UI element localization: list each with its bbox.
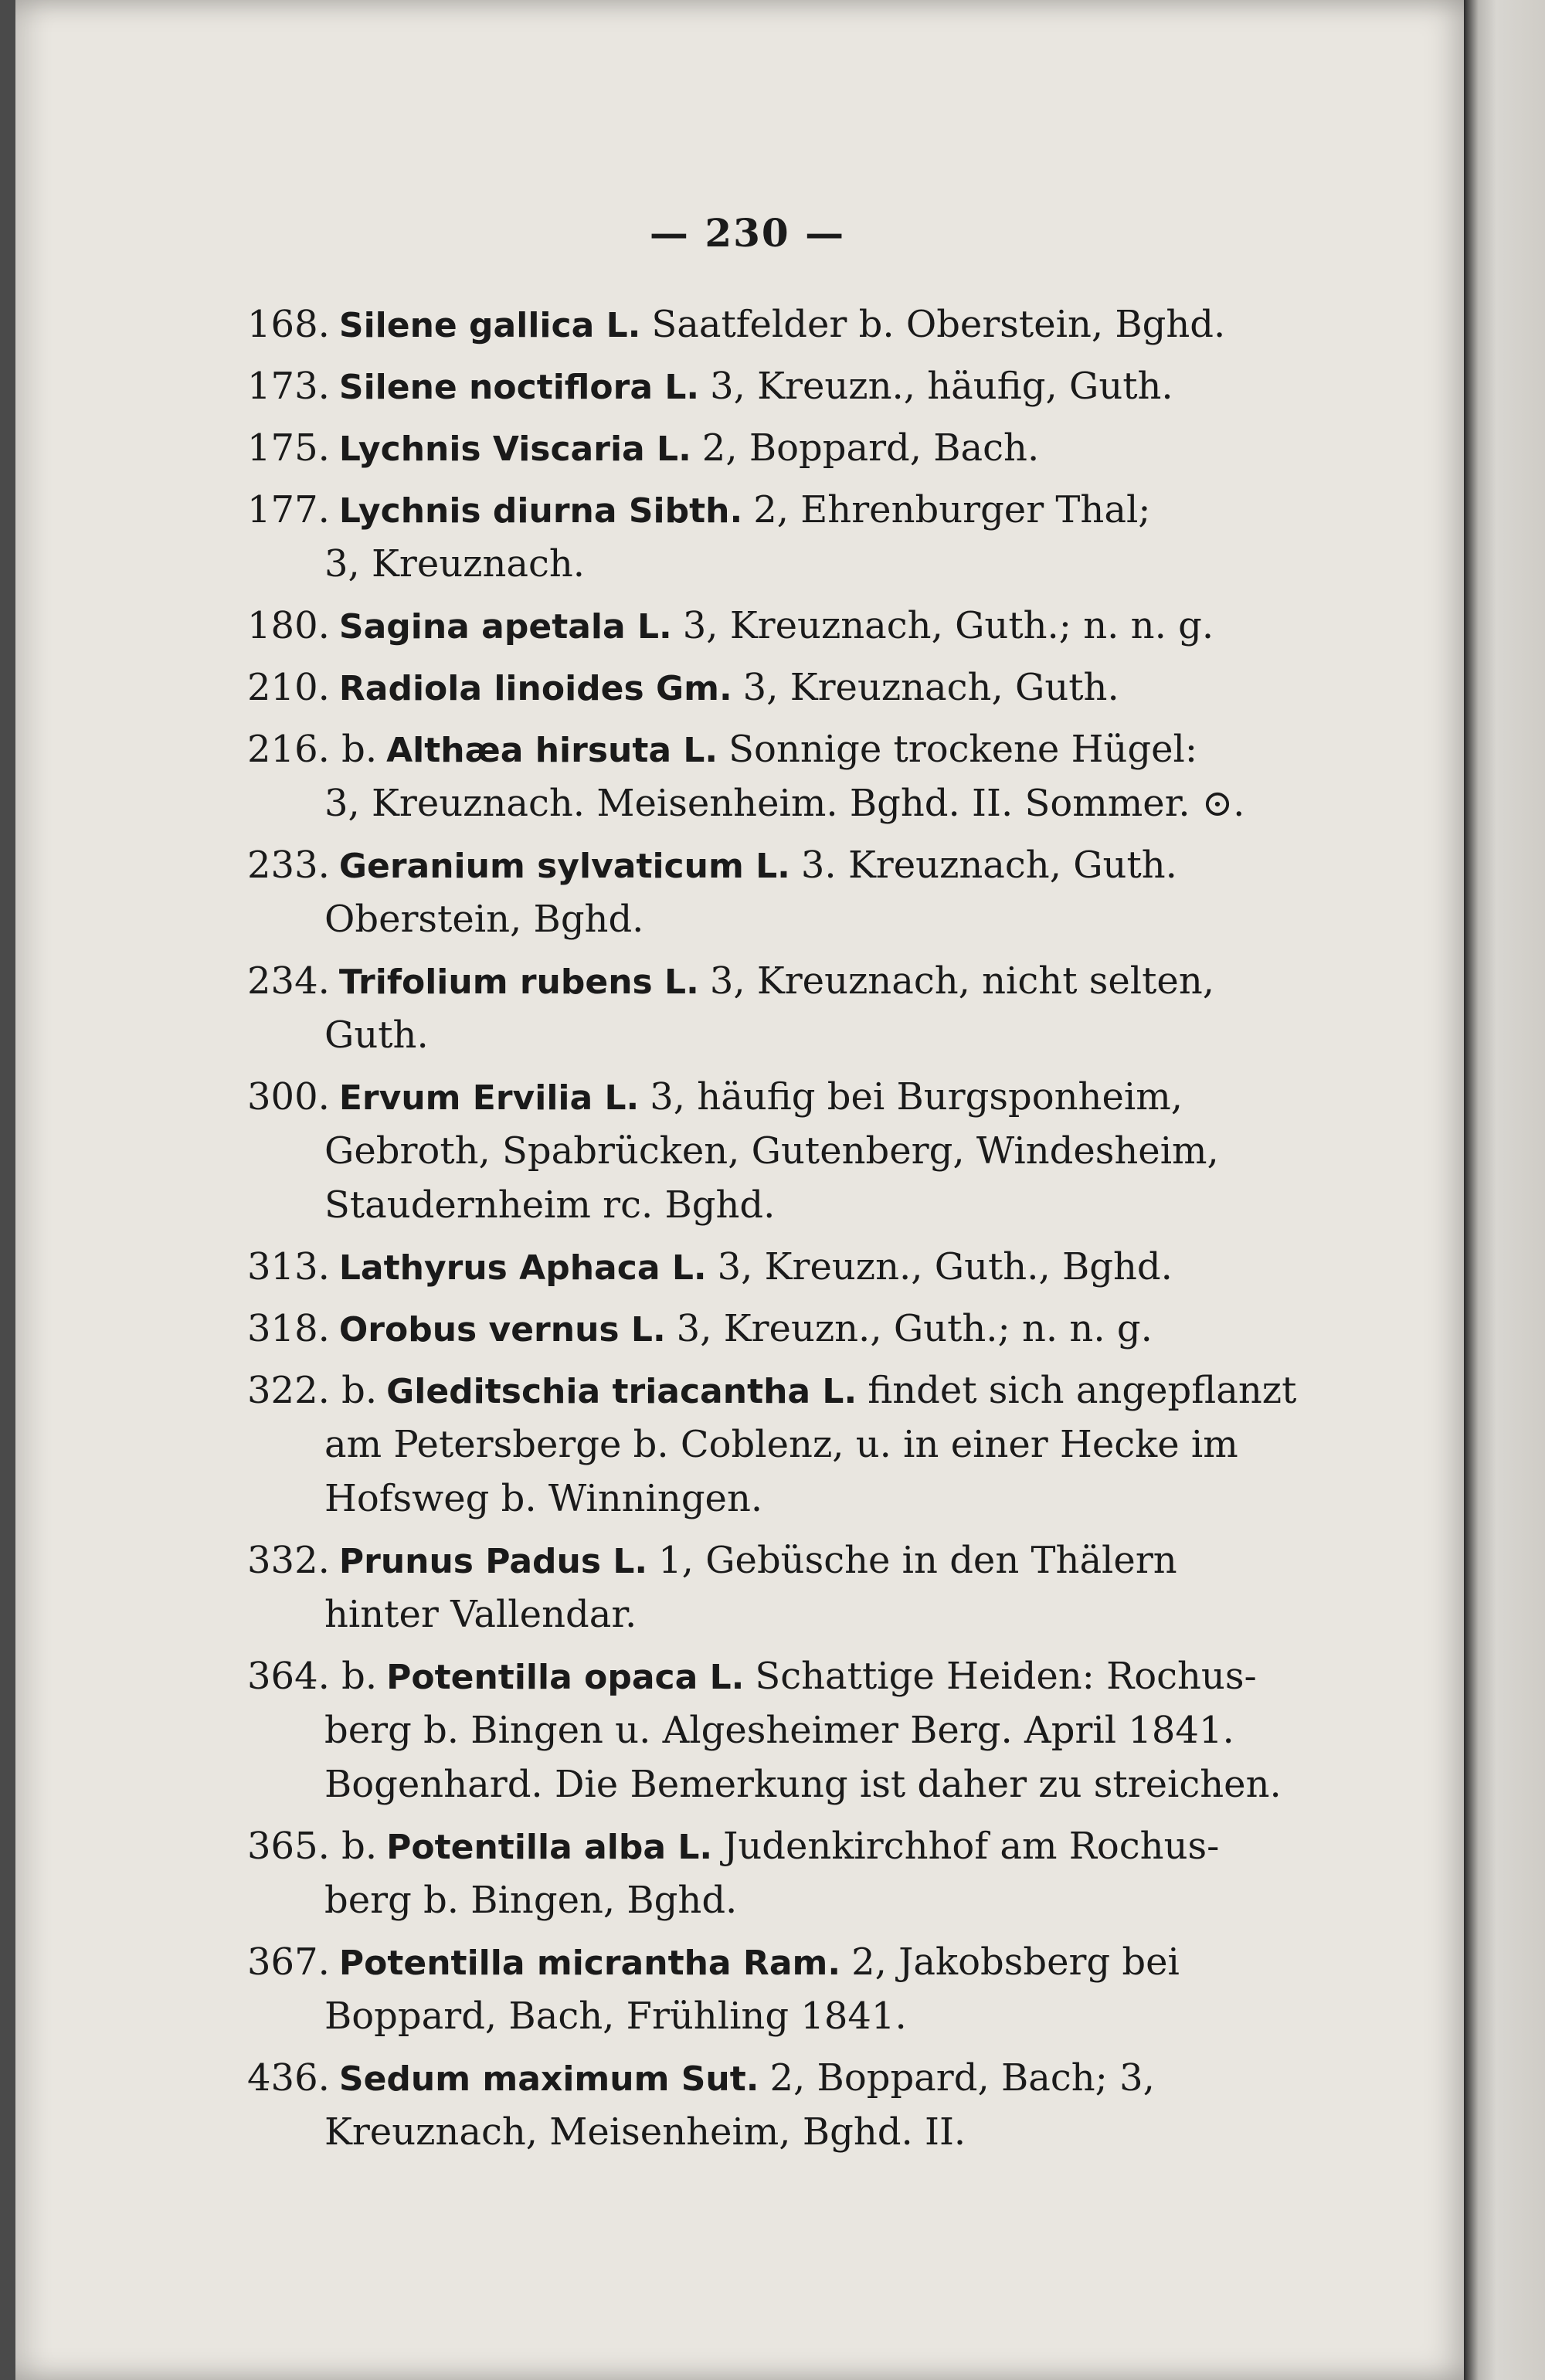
entry-continuation-line: hinter Vallendar. [324, 1593, 637, 1636]
entry-description: Sonnige trockene Hügel: [728, 728, 1198, 771]
species-name: Potentilla alba L. [386, 1828, 713, 1867]
entry-description: 3, häufig bei Burgsponheim, [650, 1075, 1183, 1119]
entry [247, 1240, 1340, 1294]
entry-description: Schattige Heiden: Rochus- [755, 1655, 1257, 1698]
entry-first-line [247, 1819, 1340, 1873]
entry [247, 1533, 1340, 1642]
entry-number: 313. [247, 1245, 330, 1288]
entry-number: 233. [247, 844, 330, 887]
entry-number: 436. [247, 2056, 330, 2100]
entry [247, 1935, 1340, 2043]
entry-number: 173. [247, 365, 330, 408]
entry [247, 1070, 1340, 1232]
species-name: Silene noctiflora L. [338, 368, 700, 407]
species-name: Potentilla micrantha Ram. [338, 1944, 841, 1983]
entry [247, 1363, 1340, 1526]
entry-description: findet sich angepflanzt [868, 1369, 1297, 1412]
entry-continuation-line: am Petersberge b. Coblenz, u. in einer Hecke im [324, 1423, 1238, 1466]
entry-description: Judenkirchhof am Rochus- [723, 1825, 1220, 1868]
entry [247, 660, 1340, 715]
entry-first-line [247, 954, 1340, 1008]
entry-continuation-line: Gebroth, Spabrücken, Gutenberg, Windesheim, [324, 1129, 1219, 1173]
entry-continuation-line: Kreuznach, Meisenheim, Bghd. II. [324, 2110, 966, 2154]
species-name: Gleditschia triacantha L. [386, 1372, 857, 1411]
species-name: Radiola linoides Gm. [338, 669, 732, 708]
entry-number: 216. b. [247, 728, 378, 771]
species-name: Potentilla opaca L. [386, 1658, 745, 1697]
entry-description: 3, Kreuzn., häufig, Guth. [710, 365, 1173, 408]
entry-description: 3, Kreuznach, Guth.; n. n. g. [682, 604, 1214, 647]
entry-continuation-line: Bogenhard. Die Bemerkung ist daher zu streichen. [324, 1763, 1282, 1806]
entry-first-line [247, 297, 1340, 351]
entry-description: 3. Kreuznach, Guth. [800, 844, 1177, 887]
entry-description: 3, Kreuzn., Guth.; n. n. g. [676, 1307, 1153, 1350]
entry-continuation-line: Boppard, Bach, Frühling 1841. [324, 1995, 907, 2038]
book-page [15, 0, 1479, 2380]
entry-description: 2, Boppard, Bach. [701, 426, 1040, 470]
entry-continuation-line: 3, Kreuznach. [324, 542, 586, 586]
entry-continuation-line: Guth. [324, 1013, 429, 1057]
entry-first-line [247, 1935, 1340, 1989]
species-name: Lychnis Viscaria L. [338, 429, 691, 469]
entry-description: 1, Gebüsche in den Thälern [658, 1539, 1177, 1582]
entry-first-line [247, 660, 1340, 715]
species-name: Sedum maximum Sut. [338, 2059, 759, 2099]
entry-number: 367. [247, 1940, 330, 1984]
species-name: Althæa hirsuta L. [386, 731, 718, 770]
entry-first-line [247, 1649, 1340, 1703]
entry-number: 210. [247, 666, 330, 709]
entry-description: 3, Kreuzn., Guth., Bghd. [717, 1245, 1173, 1288]
species-name: Ervum Ervilia L. [338, 1078, 640, 1118]
book-gutter [1464, 0, 1545, 2380]
entry-number: 318. [247, 1307, 330, 1350]
entry-first-line [247, 1240, 1340, 1294]
entry-continuation-line: Hofsweg b. Winningen. [324, 1477, 763, 1520]
entry-description: 2, Boppard, Bach; 3, [769, 2056, 1155, 2100]
entry-number: 177. [247, 488, 330, 531]
species-name: Prunus Padus L. [338, 1542, 648, 1581]
entry [247, 722, 1340, 830]
entry-first-line [247, 2051, 1340, 2105]
entry [247, 954, 1340, 1062]
entry-number: 365. b. [247, 1825, 378, 1868]
entry-continuation-line: Staudernheim rc. Bghd. [324, 1183, 776, 1227]
entry-number: 364. b. [247, 1655, 378, 1698]
entry-number: 234. [247, 959, 330, 1003]
species-name: Lathyrus Aphaca L. [338, 1248, 707, 1288]
entry-first-line [247, 1302, 1340, 1356]
entry [247, 599, 1340, 653]
entry [247, 1302, 1340, 1356]
species-name: Lychnis diurna Sibth. [338, 491, 743, 531]
entry-number: 300. [247, 1075, 330, 1119]
entry-number: 332. [247, 1539, 330, 1582]
entry [247, 2051, 1340, 2159]
entry [247, 838, 1340, 946]
entry-number: 175. [247, 426, 330, 470]
entry [247, 1649, 1340, 1811]
entry-first-line [247, 1533, 1340, 1587]
page-header: — 230 — [649, 210, 846, 256]
entry [247, 483, 1340, 591]
entry-description: 2, Ehrenburger Thal; [753, 488, 1151, 531]
entry-number: 168. [247, 303, 330, 346]
entry-list [247, 297, 1340, 2167]
entry-first-line [247, 1070, 1340, 1124]
entry-first-line [247, 722, 1340, 776]
entry [247, 421, 1340, 475]
entry-first-line [247, 599, 1340, 653]
entry [247, 359, 1340, 413]
entry-description: 2, Jakobsberg bei [851, 1940, 1180, 1984]
species-name: Sagina apetala L. [338, 607, 672, 647]
entry [247, 1819, 1340, 1927]
entry-first-line [247, 838, 1340, 892]
species-name: Orobus vernus L. [338, 1310, 666, 1350]
entry [247, 297, 1340, 351]
entry-first-line [247, 359, 1340, 413]
entry-first-line [247, 1363, 1340, 1417]
entry-description: 3, Kreuznach, nicht selten, [709, 959, 1214, 1003]
species-name: Geranium sylvaticum L. [338, 847, 790, 886]
species-name: Trifolium rubens L. [338, 963, 699, 1002]
entry-continuation-line: Oberstein, Bghd. [324, 898, 644, 941]
entry-number: 322. b. [247, 1369, 378, 1412]
entry-continuation-line: 3, Kreuznach. Meisenheim. Bghd. II. Sommer. ⊙. [324, 782, 1245, 825]
entry-first-line [247, 483, 1340, 537]
entry-first-line [247, 421, 1340, 475]
species-name: Silene gallica L. [338, 306, 641, 345]
entry-description: Saatfelder b. Oberstein, Bghd. [651, 303, 1226, 346]
entry-continuation-line: berg b. Bingen, Bghd. [324, 1879, 738, 1922]
entry-continuation-line: berg b. Bingen u. Algesheimer Berg. April 1841. [324, 1709, 1234, 1752]
entry-number: 180. [247, 604, 330, 647]
entry-description: 3, Kreuznach, Guth. [742, 666, 1119, 709]
